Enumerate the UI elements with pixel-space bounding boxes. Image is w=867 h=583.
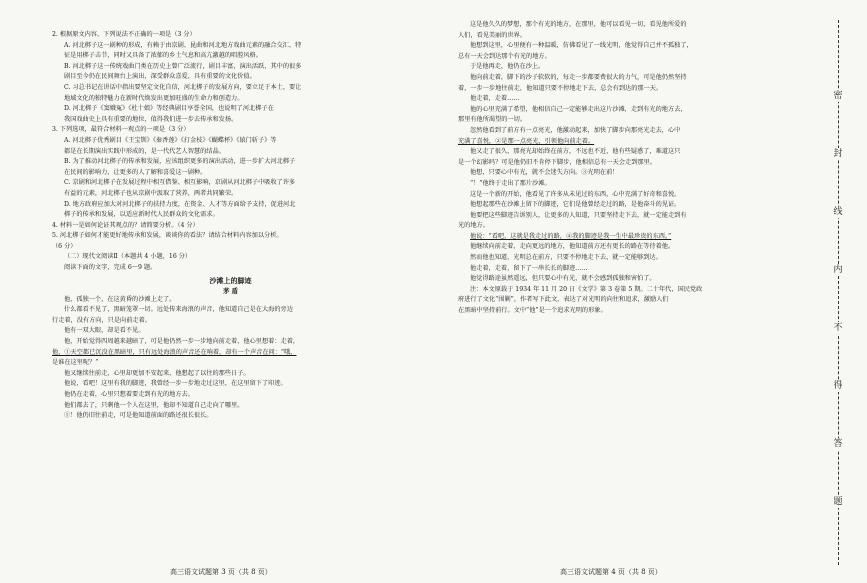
left-question-block: [52, 30, 409, 274]
text-line: C. 习总书记在讲话中指出要坚定文化自信，河北梆子的发展方向，要立足于本土，要让: [64, 83, 302, 91]
text-line: 他说，看吧！这里有我的脚迹，我曾经一步一步地走过这里，在这里留下了印迹。: [64, 380, 287, 388]
text-line: 2. 根据原文内容，下列说法不正确的一项是（3 分）: [52, 31, 196, 38]
text-line: B. 河北梆子这一传统戏曲门类在历史上曾广泛流行，剧目丰富，演出活跃，其中的很多: [64, 62, 302, 70]
text-line: 他有一双大眼，却是看不见。: [64, 327, 145, 335]
text-line: （二）现代文阅读Ⅱ（本题共 4 小题，16 分）: [64, 253, 192, 261]
text-line: 然而他也知道，光明总在前方，只要不停地走下去，就一定能够到达。: [470, 254, 662, 262]
text-line: 充满了喜悦，②是那一点亮光，引领他向前走着。: [458, 137, 595, 145]
text-line: 这是一个新的开始，他看见了许多从未见过的东西，心中充满了好奇和喜悦。: [470, 190, 681, 198]
text-line: 他继续向前走着，走向更远的地方，他知道前方还有更长的路在等待着他。: [470, 243, 675, 251]
text-line: 阅读下面的文字，完成 6～9 题。: [64, 264, 157, 272]
text-line: 5. 河北梆子如何才能更好地传承和发展，谈谈你的看法？请结合材料内容加以分析。: [52, 232, 283, 240]
text-line: B. 为了推动河北梆子的传承和发展，应该组织更多的演出活动，进一步扩大河北梆子: [64, 158, 296, 166]
text-line: 他又继续往前走，心里却更加不安起来，他想起了以往的那些日子。: [64, 369, 250, 377]
seal-character: 内: [830, 264, 846, 276]
seal-character: 得: [830, 380, 846, 392]
seal-character: 题: [830, 496, 846, 508]
text-line: 总有一天会到达那个有光的地方。: [458, 52, 551, 60]
page-right: [430, 0, 802, 583]
text-line: 忽然他看到了前方有一点亮光，他激动起来，加快了脚步向那亮光走去，心中: [470, 126, 681, 134]
right-story-text: [458, 20, 796, 317]
text-line: 是谁在这里呢？”: [52, 359, 99, 367]
text-line: 他仍在走着，心里只想着要走到有光的地方去。: [64, 391, 194, 398]
seal-character: 线: [830, 206, 846, 218]
text-line: 梆子的传承和发展，以适应新时代人民群众的文化需求。: [64, 211, 219, 219]
seal-line: [820, 20, 860, 565]
text-line: A. 河北梆子优秀剧目《王宝钏》《秦香莲》《打金枝》《蝴蝶杯》《辕门斩子》等: [64, 136, 277, 144]
text-line: 剧目至今仍在民间舞台上演出，深受群众喜爱，具有重要的文化价值。: [64, 73, 256, 81]
seal-character: 答: [830, 438, 846, 450]
text-line: ①！他仍旧往前走，可是他知道前面的路还很长很长。: [64, 412, 213, 420]
text-line: 注：本文原载于 1934 年 11 月 20 日《文学》第 3 卷第 5 期。二十年代，国民党政: [470, 285, 703, 293]
text-line: 于是他再走，他仍在沙上。: [470, 63, 545, 71]
text-line: 他想起那些在沙滩上留下的脚迹，它们是他曾经走过的路，是他奋斗的见证。: [470, 201, 681, 209]
text-line: 他想，只要心中有光，就不会迷失方向。③光明在前！: [470, 169, 619, 177]
text-line: A. 河北梆子这一剧种的形成，有赖于由京剧、昆曲和河北地方戏曲元素的融合交汇，特: [64, 41, 302, 49]
text-line: 他们都去了，只剩他一个人在这里，他却不知道自己走向了哪里。: [64, 401, 244, 409]
text-line: 在民间的影响力，让更多的人了解和喜爱这一剧种。: [64, 168, 207, 176]
text-line: D. 地方政府应加大对河北梆子的扶持力度，在资金、人才等方面给予支持，促进河北: [64, 200, 296, 208]
text-line: 人们，看见美丽的世界。: [458, 31, 527, 39]
text-line: 3. 下列选项，最符合材料一观点的一项是（3 分）: [52, 126, 190, 134]
seal-character: 密: [830, 90, 846, 102]
page-left: [0, 0, 423, 583]
text-line: 他，孤独一个，在这黄昏的沙滩上走了。: [64, 295, 176, 303]
text-line: 行走着，没有方向，只是向前走着。: [52, 316, 151, 324]
story-author: 茅 盾: [222, 286, 238, 295]
text-line: 他又走了很久，那亮光却始终在前方，不远也不近，他有些疑惑了，难道这只: [470, 148, 681, 156]
text-line: 在黑暗中坚持前行。文中“他”是一个追求光明的形象。: [458, 307, 607, 315]
story-text: [52, 295, 409, 422]
text-line: 光的地方。: [458, 222, 489, 230]
seal-character: 不: [830, 322, 846, 334]
text-line: 府进行了文化“围剿”，作者写下此文，表达了对光明的向往和追求，激励人们: [458, 296, 669, 304]
text-line: 有益的元素，河北梆子也从京剧中汲取了营养，两者共同繁荣。: [64, 189, 238, 197]
text-line: 他的心里充满了希望，他相信自己一定能够走出这片沙滩，走到有光的地方去，: [470, 105, 687, 113]
text-line: 什么都看不见了，黑暗笼罩一切。远处传来海浪的声音，他知道自己是在大海的旁边: [64, 306, 293, 314]
seal-character: 封: [830, 148, 846, 160]
text-line: C. 京剧和河北梆子在发展过程中相互借鉴、相互影响，京剧从河北梆子中吸收了许多: [64, 179, 296, 187]
text-line: （6 分）: [52, 242, 77, 250]
text-line: 他走着，走着，留下了一串长长的脚迹……: [470, 264, 588, 272]
page-footer-right: 高三语文试题第 4 页（共 8 页）: [560, 568, 662, 576]
text-line: 他，开始觉得四周越来越暗了，可是他仍然一步一步地向前走着，他心里想着：走着，: [64, 338, 300, 346]
text-line: 他走着，走着……: [470, 95, 520, 103]
text-line: 他，①天空都已沉没在黑暗里，只有远处海浪的声音还在响着，却有一个声音在问：“哦，: [52, 348, 297, 356]
text-line: 地域文化的独特魅力在新时代焕发出更加旺盛的生命力和创造力。: [64, 94, 244, 102]
text-line: 都是在长期演出实践中形成的，是一代代艺人智慧的结晶。: [64, 147, 225, 155]
text-line: “！”他终于走出了那片沙滩。: [470, 179, 551, 187]
text-line: 他向前走着，脚下的沙子软软的，每走一步都要费很大的力气，可是他仍然坚持: [470, 73, 687, 81]
text-line: 征是用梆子击节，同时又具备了浓郁的乡土气息和高亢激越的唱腔风格。: [64, 52, 262, 60]
text-line: 着，一步一步地往前走，他知道只要不停地走下去，总会有到达的那一天。: [458, 84, 663, 92]
story-title: 沙滩上的脚迹: [209, 275, 252, 285]
text-line: 他想到这里，心里便有一种温暖，仿佛看见了一线光明，他觉得自己并不孤独了，: [470, 42, 693, 50]
text-line: D. 河北梆子《窦娥冤》《杜十娘》等经典剧目享誉全国，也说明了河北梆子在: [64, 105, 274, 113]
text-line: 4. 材料一是如何论证其观点的？请简要分析。（4 分）: [52, 221, 199, 229]
page-footer-left: 高三语文试题第 3 页（共 8 页）: [170, 568, 272, 576]
text-line: 是一个幻影吗？可是他仍旧不肯停下脚步，他相信总有一天会走到那里。: [458, 158, 656, 166]
text-line: 他说：“看吧，这就是我走过的路，④我的脚迹是我一生中最珍贵的东西。”: [470, 232, 672, 240]
text-line: 我国戏曲史上具有重要的地位，值得我们进一步去传承和发扬。: [64, 115, 238, 123]
text-line: 这是他久久的梦想，那个有光的地方，在那里，他可以看见一切，看见他所爱的: [470, 21, 687, 28]
text-line: 那里有他所渴望的一切。: [458, 116, 527, 124]
text-line: 他觉得路途虽然遥远，但只要心中有光，就不会感到孤独和害怕了。: [470, 275, 656, 283]
text-line: 他要把这些脚迹告诉别人，让更多的人知道，只要坚持走下去，就一定能走到有: [470, 211, 687, 219]
